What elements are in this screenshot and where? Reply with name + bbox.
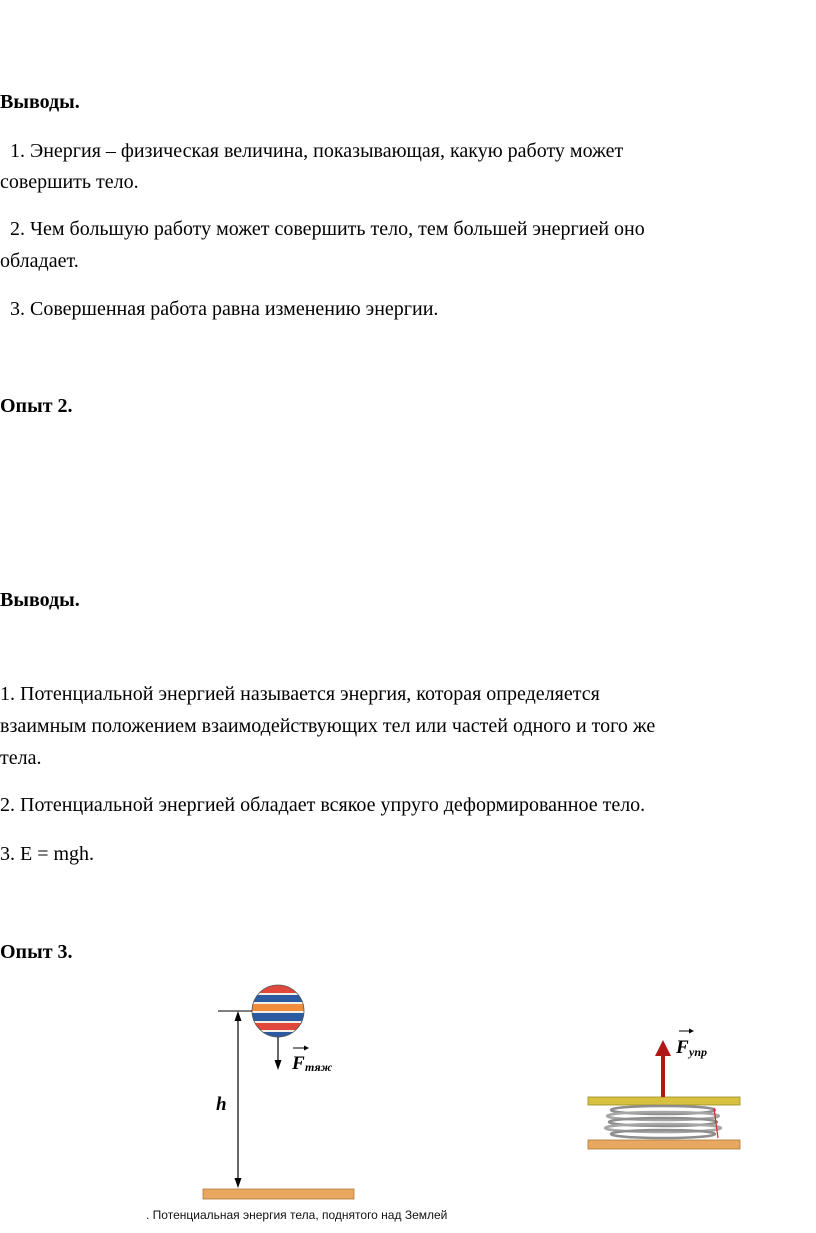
conclusion-1-2-line-1: 2. Чем большую работу может совершить тело, тем большей энергией оно bbox=[10, 218, 645, 240]
conclusion-1-2-line-2: обладает. bbox=[0, 250, 79, 272]
experiment-2-heading: Опыт 2. bbox=[0, 395, 73, 417]
conclusion-1-1-line-1: 1. Энергия – физическая величина, показывающая, какую работу может bbox=[10, 140, 624, 162]
top-plate bbox=[588, 1097, 740, 1105]
gravity-force-subscript: тяж bbox=[305, 1060, 333, 1074]
conclusion-2-1-line-2: взаимным положением взаимодействующих тел или частей одного и того же bbox=[0, 715, 656, 737]
conclusions-heading-2: Выводы. bbox=[0, 589, 80, 611]
conclusion-2-1-line-1: 1. Потенциальной энергией называется энергия, которая определяется bbox=[0, 683, 600, 705]
height-label: h bbox=[216, 1094, 227, 1115]
conclusion-2-2: 2. Потенциальной энергией обладает всякое упруго деформированное тело. bbox=[0, 794, 646, 816]
experiment-3-heading: Опыт 3. bbox=[0, 941, 73, 963]
bottom-plate bbox=[588, 1140, 740, 1149]
conclusion-2-3-formula: 3. E = mgh. bbox=[0, 843, 95, 865]
vector-arrow-icon-head bbox=[689, 1029, 694, 1034]
spring bbox=[605, 1106, 721, 1138]
elastic-force-letter: F bbox=[676, 1037, 689, 1058]
conclusion-1-1-line-2: совершить тело. bbox=[0, 171, 139, 193]
conclusions-heading-1: Выводы. bbox=[0, 91, 80, 113]
conclusion-1-3: 3. Совершенная работа равна изменению энергии. bbox=[10, 298, 439, 320]
gravity-force-letter: F bbox=[292, 1053, 305, 1074]
elastic-force-arrow-head bbox=[655, 1040, 671, 1056]
elastic-force-subscript: упр bbox=[689, 1045, 707, 1059]
figure-caption: . Потенциальная энергия тела, поднятого над Землей bbox=[146, 1208, 448, 1222]
conclusion-2-1-line-3: тела. bbox=[0, 747, 42, 769]
